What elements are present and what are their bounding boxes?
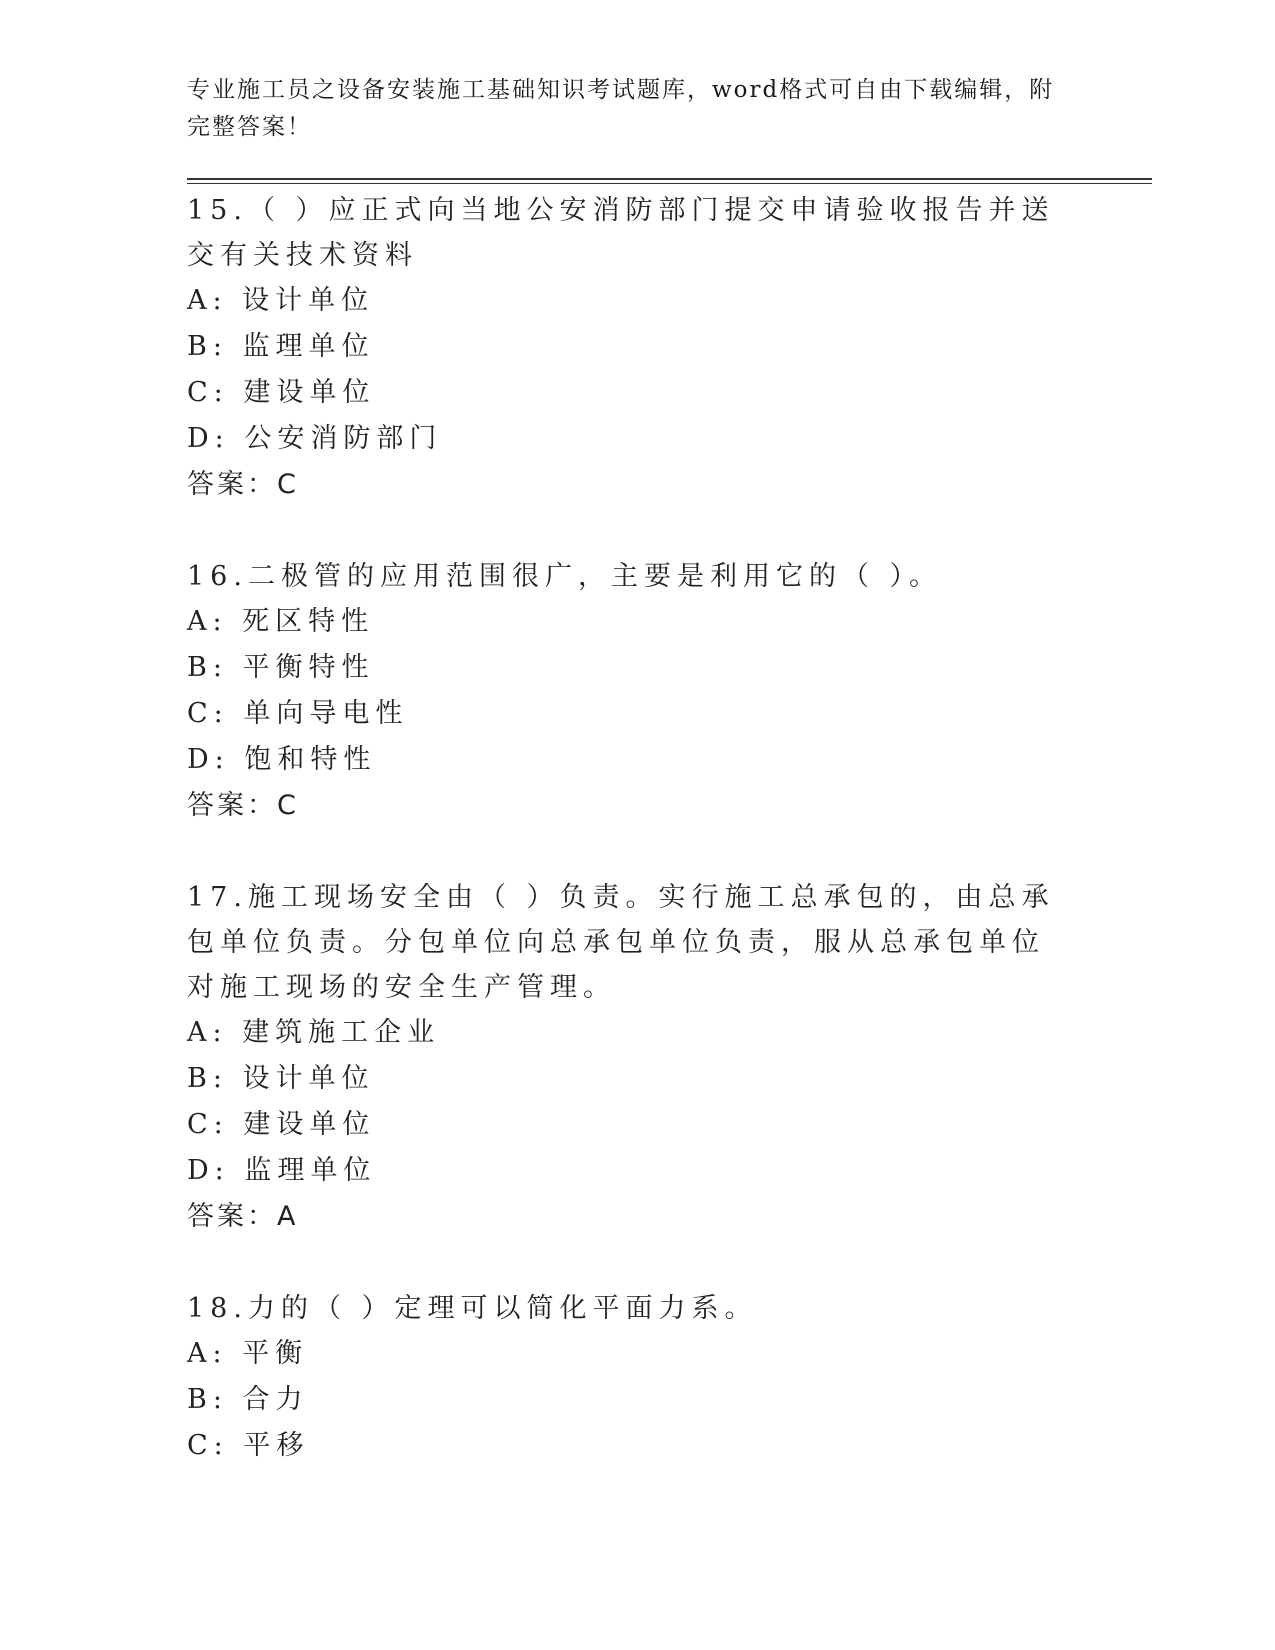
- document-header: 专业施工员之设备安装施工基础知识考试题库，word格式可自由下载编辑，附完整答案！: [187, 77, 1055, 140]
- answer: 答案：C: [187, 469, 299, 500]
- question-text: 17.施工现场安全由（ ）负责。实行施工总承包的，由总承包单位负责。分包单位向总承包单位负责，服从总承包单位对施工现场的安全生产管理。: [187, 882, 1055, 1003]
- option-b: B: 监理单位: [187, 331, 375, 362]
- option-a: A: 平衡: [187, 1338, 309, 1369]
- header-divider-thick: [187, 178, 1152, 180]
- option-b: B: 设计单位: [187, 1063, 375, 1094]
- question-16: [187, 554, 1067, 829]
- question-text: 18.力的（ ）定理可以简化平面力系。: [187, 1293, 758, 1324]
- option-d: D: 监理单位: [187, 1155, 377, 1186]
- question-17: [187, 875, 1067, 1240]
- question-15: [187, 188, 1067, 508]
- question-list: [187, 188, 1067, 1515]
- header-divider-thin: [187, 183, 1152, 184]
- option-c: C: 建设单位: [187, 377, 376, 408]
- option-d: D: 公安消防部门: [187, 423, 443, 454]
- question-18: [187, 1286, 1067, 1469]
- option-c: C: 单向导电性: [187, 698, 409, 729]
- question-text: 15.（ ）应正式向当地公安消防部门提交申请验收报告并送交有关技术资料: [187, 195, 1055, 271]
- option-b: B: 合力: [187, 1384, 309, 1415]
- option-a: A: 建筑施工企业: [187, 1017, 441, 1048]
- option-d: D: 饱和特性: [187, 744, 377, 775]
- option-b: B: 平衡特性: [187, 652, 375, 683]
- option-c: C: 平移: [187, 1430, 310, 1461]
- option-a: A: 设计单位: [187, 285, 375, 316]
- question-text: 16.二极管的应用范围很广，主要是利用它的（ ）。: [187, 561, 943, 592]
- answer: 答案：A: [187, 1201, 299, 1232]
- option-c: C: 建设单位: [187, 1109, 376, 1140]
- option-a: A: 死区特性: [187, 606, 375, 637]
- answer: 答案：C: [187, 790, 299, 821]
